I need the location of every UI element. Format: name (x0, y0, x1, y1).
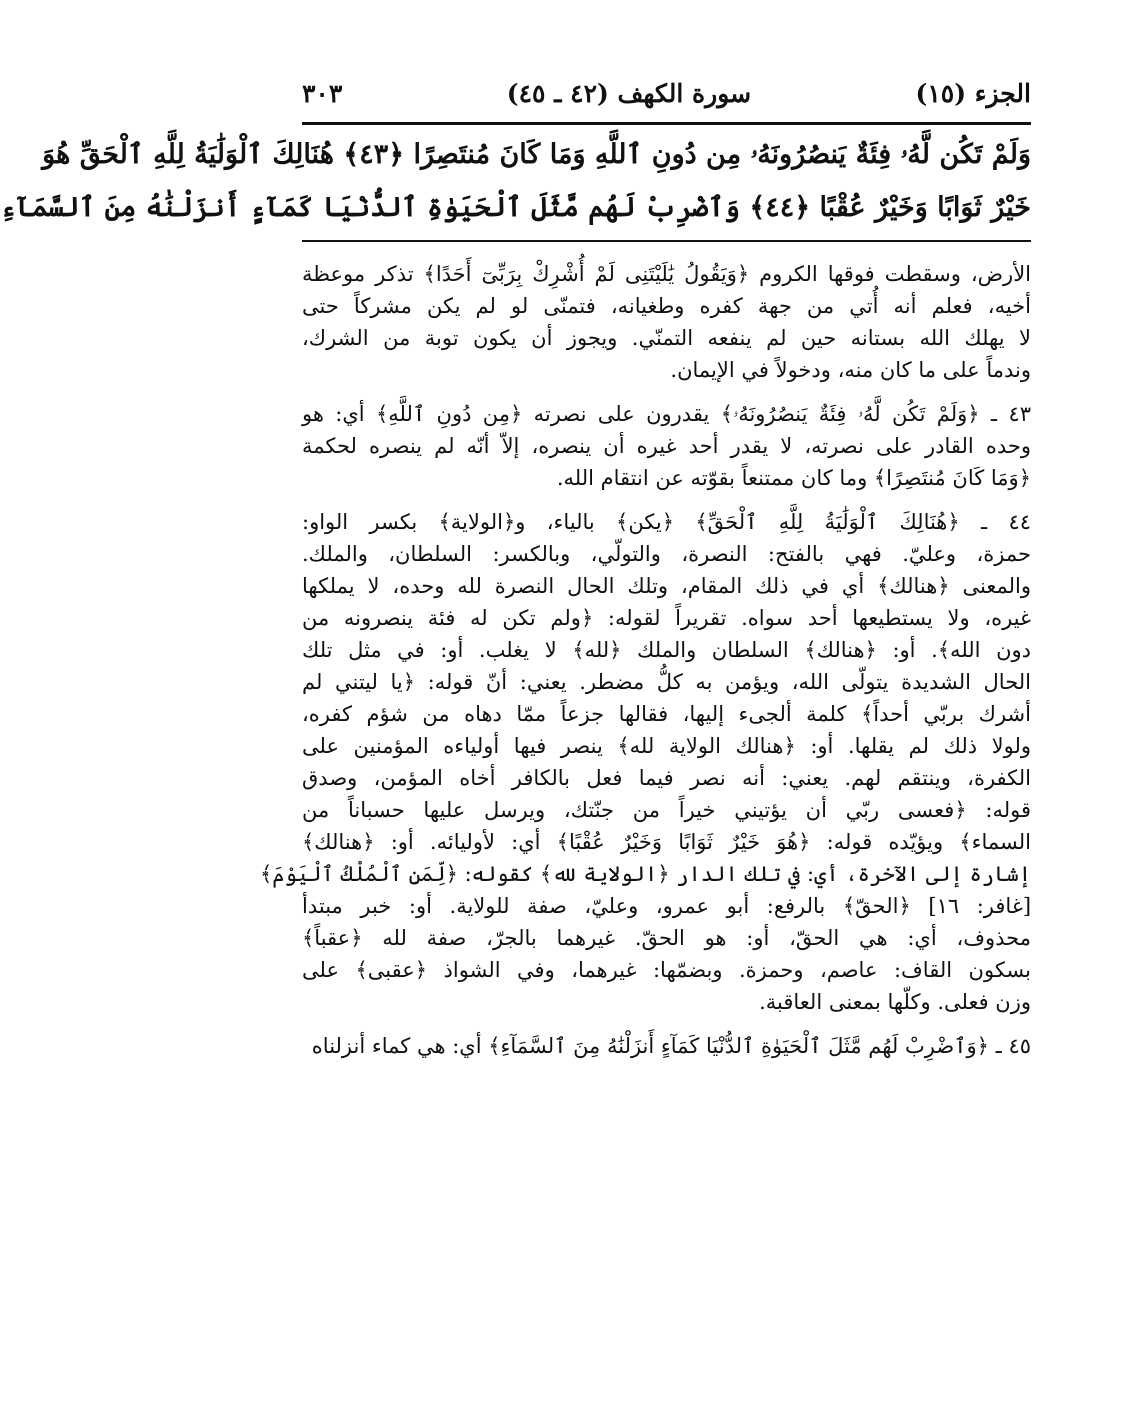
commentary-paragraph (302, 398, 1031, 494)
text-line: السماء﴾ ويؤيّده قوله: ﴿هُوَ خَيْرٌ ثَوَابًا وَخَيْرٌ عُقْبًا﴾ أي: لأوليائه. أو: ﴿هنالك﴾ (302, 830, 1031, 854)
text-line: وحده القادر على نصرته، لا يقدر أحد غيره أن ينصره، إلاّ أنّه لم ينصره لحكمة (302, 434, 1031, 458)
text-line: أخيه، فعلم أنه أُتي من جهة كفره وطغيانه، فتمنّى لو لم يكن مشركاً حتى (302, 294, 1031, 318)
text-line: الحال الشديدة يتولّى الله، ويؤمن به كلُّ مضطر. يعني: أنّ قوله: ﴿يا ليتني لم (302, 670, 1031, 694)
quran-verses (0, 128, 1031, 234)
commentary-paragraph (302, 258, 1031, 386)
text-line: أشرك بربّي أحداً﴾ كلمة ألجىء إليها، فقالها جزعاً ممّا دهاه من شؤم كفره، (302, 702, 1031, 726)
text-line: حمزة، وعليّ. فهي بالفتح: النصرة، والتولّي، وبالكسر: السلطان، والملك. (302, 542, 1031, 566)
part-label: الجزء (١٥) (915, 78, 1031, 108)
text-line: وزن فعلى. وكلّها بمعنى العاقبة. (759, 990, 1031, 1014)
page-header (302, 70, 1031, 116)
text-line: محذوف، أي: هي الحقّ، أو: هو الحقّ. غيرهما بالجرّ، صفة لله ﴿عقباً﴾ (302, 926, 1031, 950)
page-number: ٣٠٣ (302, 78, 343, 108)
text-line: غيره، ولا يستطيعها أحد سواه. تقريراً لقوله: ﴿ولم تكن له فئة ينصرونه من (302, 606, 1031, 630)
text-line: إشارة إلى الآخرة، أي: في تلك الدار ﴿الولاية لله﴾ كقوله: ﴿لِّمَنِ ٱلْمُلْكُ ٱلْيَوْمَ﴾ (259, 862, 1031, 886)
text-line: ٤٥ ـ ﴿وَٱضْرِبْ لَهُم مَّثَلَ ٱلْحَيَوٰةِ ٱلدُّنْيَا كَمَآءٍ أَنزَلْنَٰهُ مِنَ ٱلسَّمَآءِ﴾ أي: هي كماء أنزلناه (311, 1034, 1031, 1058)
text-line: الكفرة، وينتقم لهم. يعني: أنه نصر فيما فعل بالكافر أخاه المؤمن، وصدق (302, 766, 1031, 790)
commentary-paragraph (259, 506, 1032, 1018)
text-line: [غافر: ١٦] ﴿الحقّ﴾ بالرفع: أبو عمرو، وعليّ، صفة للولاية. أو: خبر مبتدأ (302, 894, 1032, 918)
text-line: وندماً على ما كان منه، ودخولاً في الإيمان. (670, 358, 1031, 382)
text-line: بسكون القاف: عاصم، وحمزة. وبضمّها: غيرهما، وفي الشواذ ﴿عقبى﴾ على (302, 958, 1031, 982)
text-line: ٤٤ ـ ﴿هُنَالِكَ ٱلْوَلَٰيَةُ لِلَّهِ ٱلْحَقِّ﴾ ﴿يكن﴾ بالياء، و﴿الولاية﴾ بكسر الواو: (302, 510, 1031, 534)
verses-divider (302, 240, 1031, 242)
text-line: ولولا ذلك لم يقلها. أو: ﴿هنالك الولاية لله﴾ ينصر فيها أولياءه المؤمنين على (302, 734, 1031, 758)
text-line: قوله: ﴿فعسى ربّي أن يؤتيني خيراً من جنّتك، ويرسل عليها حسباناً من (302, 798, 1031, 822)
text-line: الأرض، وسقطت فوقها الكروم ﴿وَيَقُولُ يَٰلَيْتَنِى لَمْ أُشْرِكْ بِرَبِّىٓ أَحَدًا﴾ تذكر موعظة (302, 262, 1031, 286)
surah-title: سورة الكهف (٤٢ ـ ٤٥) (506, 78, 752, 108)
text-line: لا يهلك الله بستانه حين لم ينفعه التمنّي. ويجوز أن يكون توبة من الشرك، (302, 326, 1031, 350)
quran-line: خَيْرٌ ثَوَابًا وَخَيْرٌ عُقْبًا ﴿٤٤﴾ وَٱضْرِبْ لَهُم مَّثَلَ ٱلْحَيَوٰةِ ٱلدُّنْيَا كَمَآءٍ أَنزَلْنَٰهُ مِنَ ٱلسَّمَآءِ (0, 192, 1031, 223)
header-divider (302, 122, 1031, 125)
quran-line: وَلَمْ تَكُن لَّهُۥ فِئَةٌ يَنصُرُونَهُۥ مِن دُونِ ٱللَّهِ وَمَا كَانَ مُنتَصِرًا ﴿٤٣﴾ هُنَالِكَ ٱلْوَلَٰيَةُ لِلَّهِ ٱلْحَقِّ هُوَ (42, 139, 1031, 170)
text-line: والمعنى ﴿هنالك﴾ أي في ذلك المقام، وتلك الحال النصرة لله وحده، لا يملكها (302, 574, 1031, 598)
commentary-paragraph (302, 1030, 1031, 1062)
text-line: ٤٣ ـ ﴿وَلَمْ تَكُن لَّهُۥ فِئَةٌ يَنصُرُونَهُۥ﴾ يقدرون على نصرته ﴿مِن دُونِ ٱللَّهِ﴾ أي: هو (302, 402, 1031, 426)
text-line: ﴿وَمَا كَانَ مُنتَصِرًا﴾ وما كان ممتنعاً بقوّته عن انتقام الله. (556, 466, 1031, 490)
commentary-text (259, 258, 1032, 1074)
text-line: دون الله﴾. أو: ﴿هنالك﴾ السلطان والملك ﴿لله﴾ لا يغلب. أو: في مثل تلك (302, 638, 1031, 662)
